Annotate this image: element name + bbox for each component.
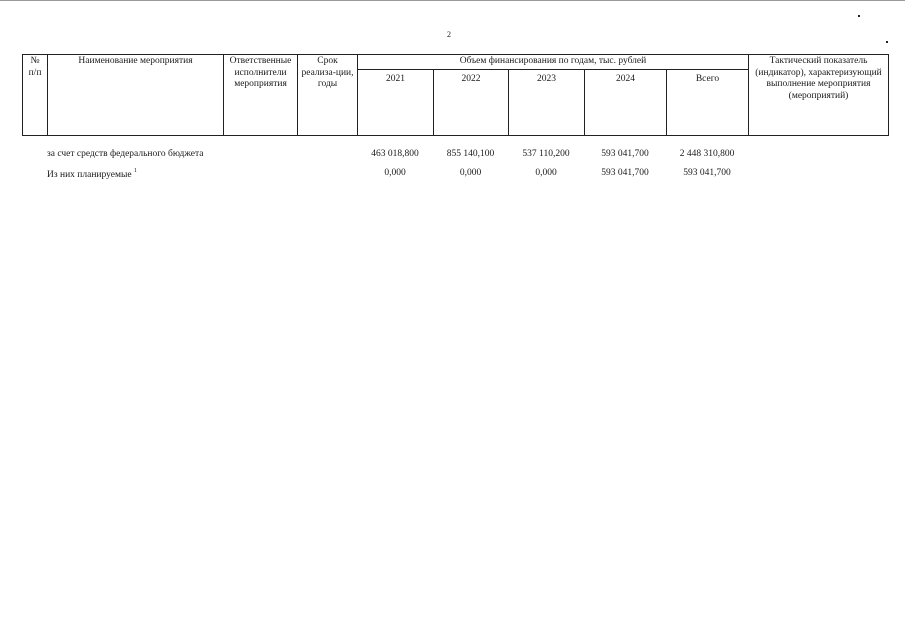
cell-2023: 0,000	[535, 168, 557, 178]
cell-2024: 593 041,700	[601, 168, 649, 178]
footnote-marker: 1	[133, 168, 137, 174]
table-row	[0, 168, 905, 182]
row-label-wrap	[47, 168, 137, 180]
cell-2024: 593 041,700	[601, 149, 649, 159]
header-year-2021: 2021	[358, 70, 434, 136]
header-indicator: Тактический показатель (индикатор), характеризующий выполнение мероприятия (мероприятий)	[749, 55, 889, 136]
header-period: Срок реализа-ции, годы	[298, 55, 358, 136]
cell-2022: 0,000	[459, 168, 482, 178]
row-label: Из них планируемые	[47, 170, 132, 180]
program-table	[22, 54, 889, 136]
scan-speck	[858, 15, 860, 17]
table-header-row	[23, 55, 889, 70]
cell-2021: 0,000	[384, 168, 406, 178]
cell-2023: 537 110,200	[522, 149, 570, 159]
scan-speck	[886, 41, 888, 43]
cell-2022: 855 140,100	[446, 149, 495, 159]
header-responsible: Ответственные исполнители мероприятия	[224, 55, 298, 136]
table-row	[0, 149, 905, 163]
header-name: Наименование мероприятия	[48, 55, 224, 136]
header-year-2024: 2024	[585, 70, 667, 136]
header-total: Всего	[667, 70, 749, 136]
cell-2021: 463 018,800	[371, 149, 419, 159]
cell-total: 593 041,700	[683, 168, 731, 178]
header-num: № п/п	[23, 55, 48, 136]
scan-edge-line	[0, 0, 905, 1]
cell-total: 2 448 310,800	[679, 149, 735, 159]
row-label: за счет средств федерального бюджета	[47, 149, 204, 159]
header-year-2022: 2022	[434, 70, 509, 136]
page-number: 2	[447, 30, 451, 39]
header-year-2023: 2023	[509, 70, 585, 136]
header-funding: Объем финансирования по годам, тыс. рублей	[358, 55, 749, 70]
